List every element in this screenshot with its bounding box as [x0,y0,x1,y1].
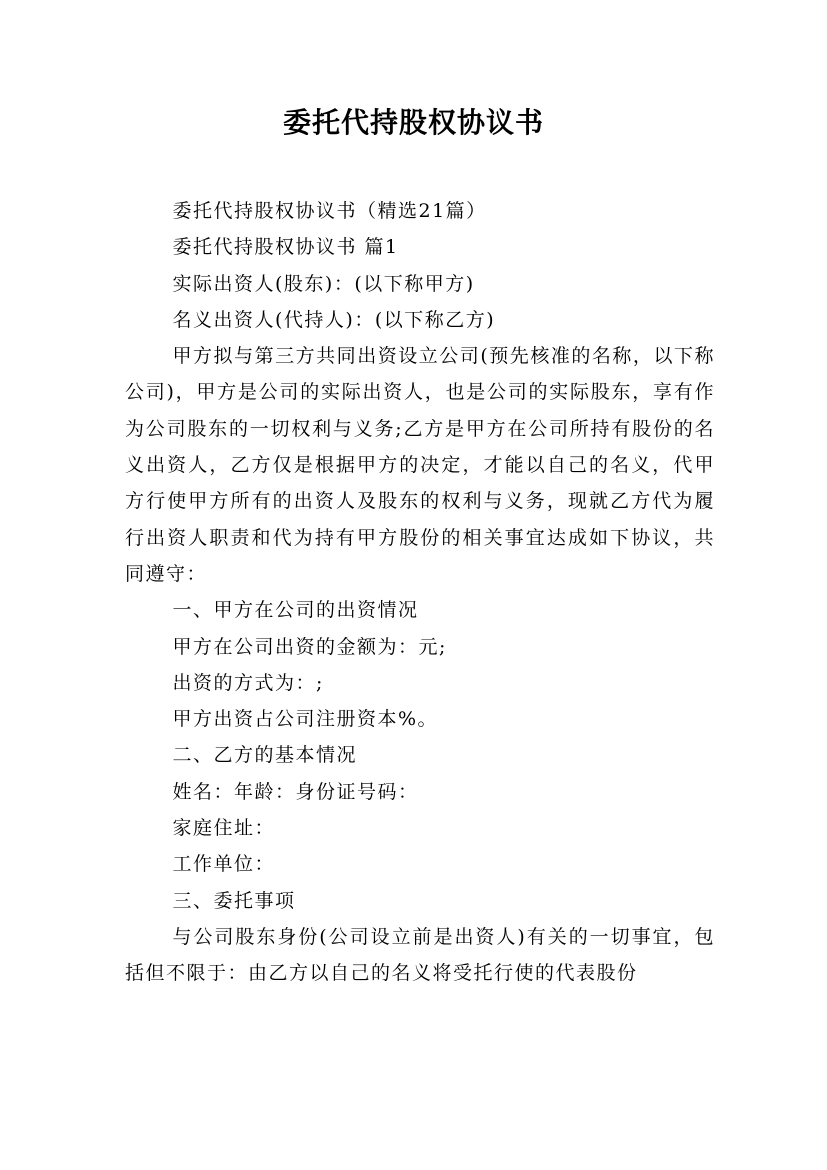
section-heading-1: 一、甲方在公司的出资情况 [172,599,419,622]
paragraph-chapter-heading: 委托代持股权协议书 篇1 [172,236,399,259]
document-title: 委托代持股权协议书 [282,106,544,139]
paragraph-party-b: 名义出资人(代持人)：(以下称乙方) [172,308,496,331]
paragraph-party-a: 实际出资人(股东)：(以下称甲方) [172,272,475,295]
section-heading-2: 二、乙方的基本情况 [172,744,358,767]
paragraph-personal-info: 姓名：年龄：身份证号码： [172,780,419,803]
paragraph-home-address: 家庭住址： [172,817,276,840]
section-heading-3: 三、委托事项 [172,889,296,912]
paragraph-investment-method: 出资的方式为：; [172,671,324,694]
paragraph-capital-share: 甲方出资占公司注册资本%。 [172,708,439,731]
paragraph-preamble: 甲方拟与第三方共同出资设立公司(预先核准的名称，以下称公司)，甲方是公司的实际出资人，也是公司的实际股东，享有作为公司股东的一切权利与义务;乙方是甲方在公司所持有股份的名义出资人，乙方仅是根据甲方的决定，才能以自己的名义，代甲方行使甲方所有的出资人及股东的权利与义务，现就乙方代为履行出资人职责和代为持有甲方股份的相关事宜达成如下协议，共同遵守： [125,345,715,585]
paragraph-collection-title: 委托代持股权协议书（精选21篇） [172,200,487,222]
paragraph-work-unit: 工作单位： [172,853,276,876]
paragraph-entrusted-matters: 与公司股东身份(公司设立前是出资人)有关的一切事宜，包括但不限于：由乙方以自己的名义将受托行使的代表股份 [125,925,715,985]
document-body [125,193,715,992]
paragraph-investment-amount: 甲方在公司出资的金额为：元; [172,635,447,658]
